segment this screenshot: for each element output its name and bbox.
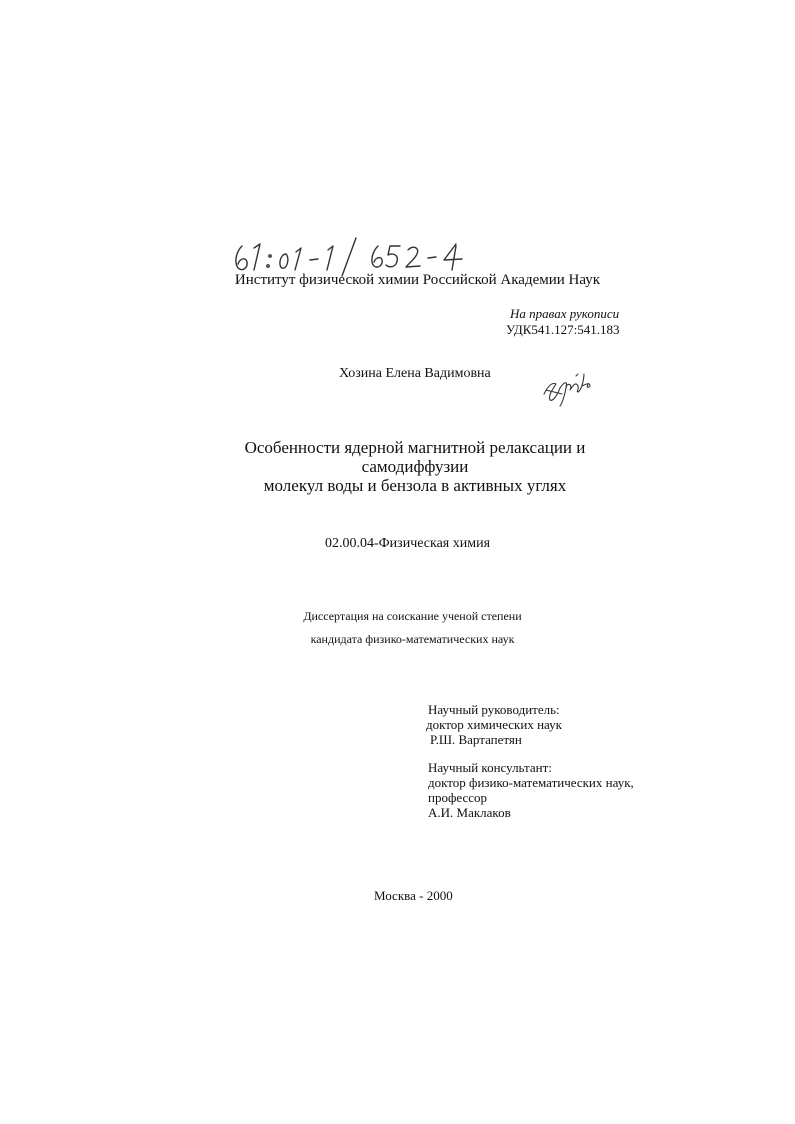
degree-statement-line-2: кандидата физико-математических наук [310, 632, 515, 646]
supervisor-label: Научный руководитель: [428, 702, 560, 717]
rights-note: На правах рукописи [510, 306, 620, 321]
author-signature [538, 364, 598, 408]
title-line: самодиффузии [361, 457, 469, 476]
consultant-degree: доктор физико-математических наук, [428, 775, 634, 790]
consultant-label: Научный консультант: [428, 760, 552, 775]
author-name: Хозина Елена Вадимовна [339, 366, 491, 381]
title-line: Особенности ядерной магнитной релаксации и [244, 438, 586, 457]
dissertation-title [230, 438, 600, 495]
consultant-rank: профессор [428, 790, 488, 805]
supervisor-degree: доктор химических наук [426, 717, 562, 732]
specialty-code: 02.00.04-Физическая химия [324, 536, 491, 551]
udk-code: УДК541.127:541.183 [506, 322, 620, 337]
degree-statement-line-1: Диссертация на соискание ученой степени [303, 609, 522, 623]
city-and-year: Москва - 2000 [374, 888, 453, 903]
consultant-name: А.И. Маклаков [428, 805, 511, 820]
institute-name: Институт физической химии Российской Академии Наук [234, 272, 601, 288]
title-line: молекул воды и бензола в активных углях [263, 476, 567, 495]
supervisor-name: Р.Ш. Вартапетян [430, 732, 522, 747]
